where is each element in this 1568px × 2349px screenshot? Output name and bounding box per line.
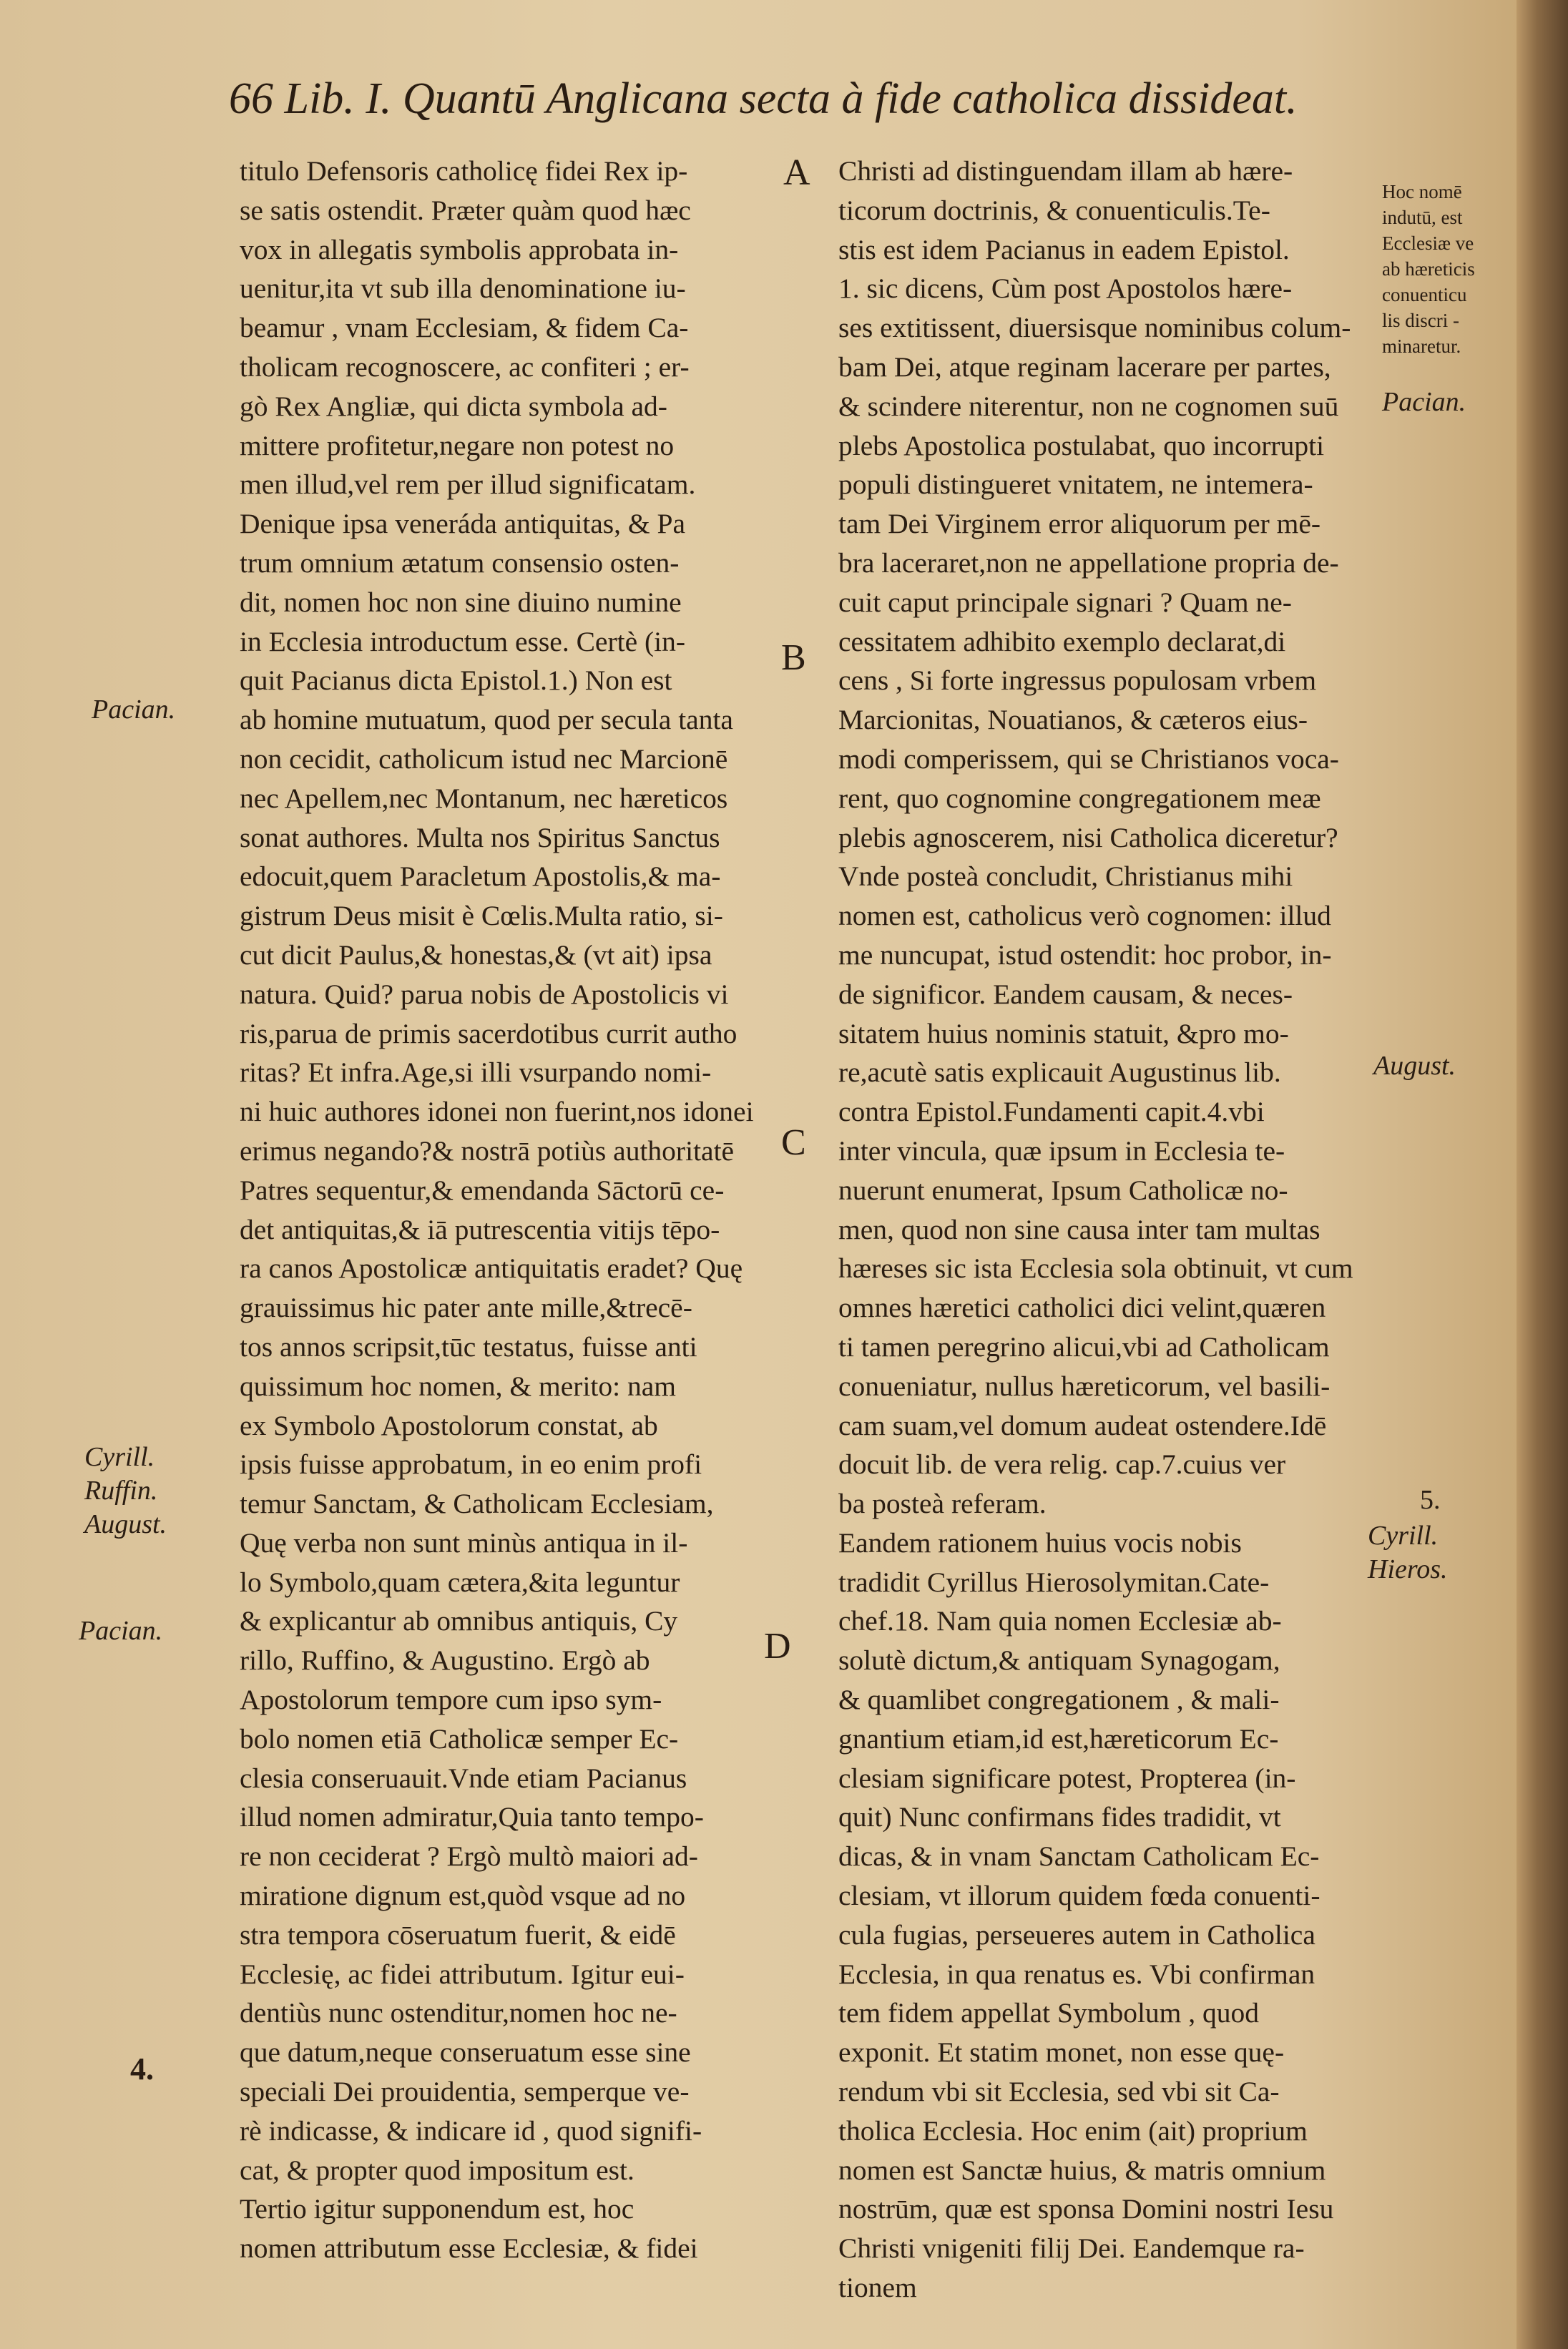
- text-line: rè indicasse, & indicare id , quod signifi-: [240, 2114, 702, 2147]
- text-line: re,acutè satis explicauit Augustinus lib.: [838, 1056, 1281, 1089]
- text-line: ritas? Et infra.Age,si illi vsurpando nomi-: [240, 1056, 712, 1089]
- gloss-line: Ecclesiæ ve: [1382, 232, 1474, 254]
- text-line: gistrum Deus misit è Cœlis.Multa ratio, si-: [240, 900, 723, 932]
- text-line: tem fidem appellat Symbolum , quod: [838, 1997, 1260, 2029]
- text-line: & quamlibet congregationem , & mali-: [838, 1684, 1280, 1716]
- text-line: beamur , vnam Ecclesiam, & fidem Ca-: [240, 312, 689, 344]
- text-line: sonat authores. Multa nos Spiritus Sanctus: [240, 821, 720, 853]
- text-line: quit) Nunc confirmans fides tradidit, vt: [838, 1801, 1281, 1833]
- margin-note-august-right: August.: [1373, 1051, 1456, 1081]
- text-line: bra laceraret,non ne appellatione propria de-: [838, 546, 1339, 579]
- text-line: det antiquitas,& iā putrescentia vitijs tēpo-: [240, 1213, 720, 1245]
- text-line: modi comperissem, qui se Christianos voca-: [838, 742, 1339, 775]
- text-line: dit, nomen hoc non sine diuino numine: [240, 586, 682, 618]
- margin-note-pacian-2: Pacian.: [79, 1616, 163, 1646]
- text-line: ab homine mutuatum, quod per secula tanta: [240, 704, 733, 736]
- text-line: tradidit Cyrillus Hierosolymitan.Cate-: [838, 1566, 1270, 1598]
- text-line: ipsis fuisse approbatum, in eo enim profi: [240, 1448, 702, 1481]
- text-line: omnes hæretici catholici dici velint,quæren: [838, 1292, 1326, 1324]
- text-line: gò Rex Angliæ, qui dicta symbola ad-: [240, 390, 667, 422]
- text-line: clesia conseruauit.Vnde etiam Pacianus: [240, 1762, 687, 1794]
- text-line: miratione dignum est,quòd vsque ad no: [240, 1880, 686, 1912]
- text-line: speciali Dei prouidentia, semperque ve-: [240, 2076, 690, 2108]
- text-line: plebs Apostolica postulabat, quo incorrupti: [838, 429, 1325, 461]
- text-line: temur Sanctam, & Catholicam Ecclesiam,: [240, 1488, 714, 1520]
- text-line: ni huic authores idonei non fuerint,nos idonei: [240, 1096, 754, 1128]
- text-line: mittere profitetur,negare non potest no: [240, 429, 675, 461]
- text-line: cula fugias, perseueres autem in Catholica: [838, 1918, 1315, 1951]
- text-line: Eandem rationem huius vocis nobis: [838, 1526, 1242, 1559]
- text-line: uenitur,ita vt sub illa denominatione iu-: [240, 273, 686, 305]
- text-line: bolo nomen etiā Catholicæ semper Ec-: [240, 1722, 679, 1755]
- left-text-column: [240, 152, 762, 2268]
- text-line: & explicantur ab omnibus antiquis, Cy: [240, 1605, 678, 1637]
- text-line: rendum vbi sit Ecclesia, sed vbi sit Ca-: [838, 2076, 1280, 2108]
- text-line: solutè dictum,& antiquam Synagogam,: [838, 1644, 1280, 1677]
- margin-note-august: August.: [84, 1509, 167, 1539]
- text-line: ti tamen peregrino alicui,vbi ad Catholicam: [838, 1330, 1330, 1363]
- page-edge-shadow: [1516, 0, 1568, 2349]
- text-line: gnantium etiam,id est,hæreticorum Ec-: [838, 1722, 1279, 1755]
- text-line: & scindere niterentur, non ne cognomen suū: [838, 390, 1339, 422]
- text-line: ra canos Apostolicæ antiquitatis eradet? Quę: [240, 1252, 743, 1285]
- text-line: ba posteà referam.: [838, 1488, 1047, 1520]
- margin-note-gloss-source: Pacian.: [1382, 387, 1466, 417]
- text-line: clesiam, vt illorum quidem fœda conuenti-: [838, 1880, 1320, 1912]
- text-line: conueniatur, nullus hæreticorum, vel basili-: [838, 1370, 1331, 1402]
- text-line: tam Dei Virginem error aliquorum per mē-: [838, 508, 1321, 540]
- paragraph-number: 4.: [130, 2051, 154, 2086]
- text-line: Tertio igitur supponendum est, hoc: [240, 2193, 634, 2225]
- text-line: re non ceciderat ? Ergò multò maiori ad-: [240, 1840, 698, 1873]
- text-line: ris,parua de primis sacerdotibus currit autho: [240, 1017, 738, 1049]
- margin-note-number: 5.: [1420, 1485, 1441, 1515]
- text-line: que datum,neque conseruatum esse sine: [240, 2036, 691, 2069]
- text-line: men, quod non sine causa inter tam multas: [838, 1213, 1320, 1245]
- right-text-column: [838, 152, 1368, 2308]
- text-line: Christi vnigeniti filij Dei. Eandemque ra-: [838, 2232, 1305, 2265]
- text-line: nostrūm, quæ est sponsa Domini nostri Iesu: [838, 2193, 1334, 2225]
- gloss-line: ab hæreticis: [1382, 258, 1475, 280]
- margin-note-cyrill-right: Cyrill.: [1368, 1521, 1439, 1551]
- text-line: Denique ipsa veneráda antiquitas, & Pa: [240, 508, 686, 540]
- text-line: rillo, Ruffino, & Augustino. Ergò ab: [240, 1644, 650, 1677]
- text-line: clesiam significare potest, Propterea (in-: [838, 1762, 1296, 1794]
- text-line: dentiùs nunc ostenditur,nomen hoc ne-: [240, 1997, 677, 2029]
- text-line: cuit caput principale signari ? Quam ne-: [838, 586, 1292, 618]
- text-line: quit Pacianus dicta Epistol.1.) Non est: [240, 665, 672, 697]
- text-line: titulo Defensoris catholicę fidei Rex ip-: [240, 155, 688, 187]
- text-line: illud nomen admiratur,Quia tanto tempo-: [240, 1801, 704, 1833]
- text-line: contra Epistol.Fundamenti capit.4.vbi: [838, 1096, 1265, 1128]
- text-line: me nuncupat, istud ostendit: hoc probor, in-: [838, 938, 1332, 971]
- text-line: non cecidit, catholicum istud nec Marcionē: [240, 742, 728, 775]
- text-line: stis est idem Pacianus in eadem Epistol.: [838, 233, 1290, 265]
- text-line: hæreses sic ista Ecclesia sola obtinuit, vt cum: [838, 1252, 1353, 1285]
- text-line: cat, & propter quod impositum est.: [240, 2154, 634, 2186]
- text-line: plebis agnoscerem, nisi Catholica diceretur?: [838, 821, 1338, 853]
- gloss-line: Hoc nomē: [1382, 181, 1462, 202]
- text-line: populi distingueret vnitatem, ne intemera-: [838, 469, 1313, 501]
- text-line: Quę verba non sunt minùs antiqua in il-: [240, 1526, 688, 1559]
- text-line: bam Dei, atque reginam lacerare per partes,: [838, 350, 1331, 383]
- text-line: 1. sic dicens, Cùm post Apostolos hære-: [838, 273, 1293, 305]
- text-line: ses extitissent, diuersisque nominibus colum-: [838, 312, 1351, 344]
- text-line: men illud,vel rem per illud significatam.: [240, 469, 696, 501]
- text-line: rent, quo cognomine congregationem meæ: [838, 782, 1321, 814]
- text-line: tionem: [838, 2272, 917, 2304]
- text-line: de significor. Eandem causam, & neces-: [838, 978, 1293, 1010]
- text-line: dicas, & in vnam Sanctam Catholicam Ec-: [838, 1840, 1320, 1873]
- section-letter-d: D: [764, 1626, 791, 1667]
- margin-note-pacian: Pacian.: [92, 695, 176, 725]
- section-letter-a: A: [783, 152, 810, 193]
- gloss-line: conuenticu: [1382, 284, 1467, 305]
- text-line: Marcionitas, Nouatianos, & cæteros eius-: [838, 704, 1308, 736]
- text-line: tos annos scripsit,tūc testatus, fuisse anti: [240, 1330, 697, 1363]
- text-line: Ecclesię, ac fidei attributum. Igitur eui-: [240, 1958, 685, 1990]
- text-line: docuit lib. de vera relig. cap.7.cuius ver: [838, 1448, 1286, 1481]
- text-line: in Ecclesia introductum esse. Certè (in-: [240, 625, 686, 657]
- running-header: [229, 70, 1459, 127]
- text-line: ex Symbolo Apostolorum constat, ab: [240, 1409, 658, 1441]
- text-line: natura. Quid? parua nobis de Apostolicis vi: [240, 978, 729, 1010]
- text-line: inter vincula, quæ ipsum in Ecclesia te-: [838, 1134, 1285, 1167]
- section-letter-c: C: [781, 1122, 806, 1163]
- margin-note-cyrill: Cyrill.: [84, 1442, 155, 1472]
- text-line: tholicam recognoscere, ac confiteri ; er-: [240, 350, 690, 383]
- text-line: nec Apellem,nec Montanum, nec hæreticos: [240, 782, 728, 814]
- text-line: chef.18. Nam quia nomen Ecclesiæ ab-: [838, 1605, 1282, 1637]
- header-text: 66 Lib. I. Quantū Anglicana secta à fide catholica dissideat.: [229, 74, 1298, 123]
- text-line: nomen est Sanctæ huius, & matris omnium: [838, 2154, 1326, 2186]
- margin-gloss: [1382, 179, 1511, 359]
- text-line: exponit. Et statim monet, non esse quę-: [838, 2036, 1285, 2069]
- text-line: nuerunt enumerat, Ipsum Catholicæ no-: [838, 1174, 1288, 1206]
- text-line: cam suam,vel domum audeat ostendere.Idē: [838, 1409, 1327, 1441]
- text-line: cens , Si forte ingressus populosam vrbem: [838, 665, 1317, 697]
- text-line: trum omnium ætatum consensio osten-: [240, 546, 680, 579]
- gloss-line: minaretur.: [1382, 335, 1461, 357]
- section-letter-b: B: [781, 637, 806, 678]
- text-line: tholica Ecclesia. Hoc enim (ait) proprium: [838, 2114, 1308, 2147]
- text-line: Apostolorum tempore cum ipso sym-: [240, 1684, 662, 1716]
- text-line: erimus negando?& nostrā potiùs authoritatē: [240, 1134, 735, 1167]
- text-line: quissimum hoc nomen, & merito: nam: [240, 1370, 676, 1402]
- gloss-line: indutū, est: [1382, 207, 1463, 228]
- text-line: edocuit,quem Paracletum Apostolis,& ma-: [240, 860, 721, 893]
- text-line: cut dicit Paulus,& honestas,& (vt ait) ipsa: [240, 938, 712, 971]
- text-line: Patres sequentur,& emendanda Sāctorū ce-: [240, 1174, 725, 1206]
- text-line: ticorum doctrinis, & conuenticulis.Te-: [838, 194, 1270, 226]
- text-line: Christi ad distinguendam illam ab hære-: [838, 155, 1293, 187]
- text-line: nomen est, catholicus verò cognomen: illud: [838, 900, 1331, 932]
- text-line: Ecclesia, in qua renatus es. Vbi confirman: [838, 1958, 1315, 1990]
- text-line: cessitatem adhibito exemplo declarat,di: [838, 625, 1286, 657]
- text-line: lo Symbolo,quam cætera,&ita leguntur: [240, 1566, 680, 1598]
- text-line: vox in allegatis symbolis approbata in-: [240, 233, 679, 265]
- margin-note-hieros: Hieros.: [1368, 1554, 1448, 1584]
- text-line: Vnde posteà concludit, Christianus mihi: [838, 860, 1293, 893]
- text-line: se satis ostendit. Præter quàm quod hæc: [240, 194, 691, 226]
- text-line: grauissimus hic pater ante mille,&trecē-: [240, 1292, 692, 1324]
- text-line: nomen attributum esse Ecclesiæ, & fidei: [240, 2232, 698, 2265]
- gloss-line: lis discri -: [1382, 310, 1459, 331]
- text-line: sitatem huius nominis statuit, &pro mo-: [838, 1017, 1289, 1049]
- text-line: stra tempora cōseruatum fuerit, & eidē: [240, 1918, 676, 1951]
- margin-note-ruffin: Ruffin.: [84, 1476, 158, 1506]
